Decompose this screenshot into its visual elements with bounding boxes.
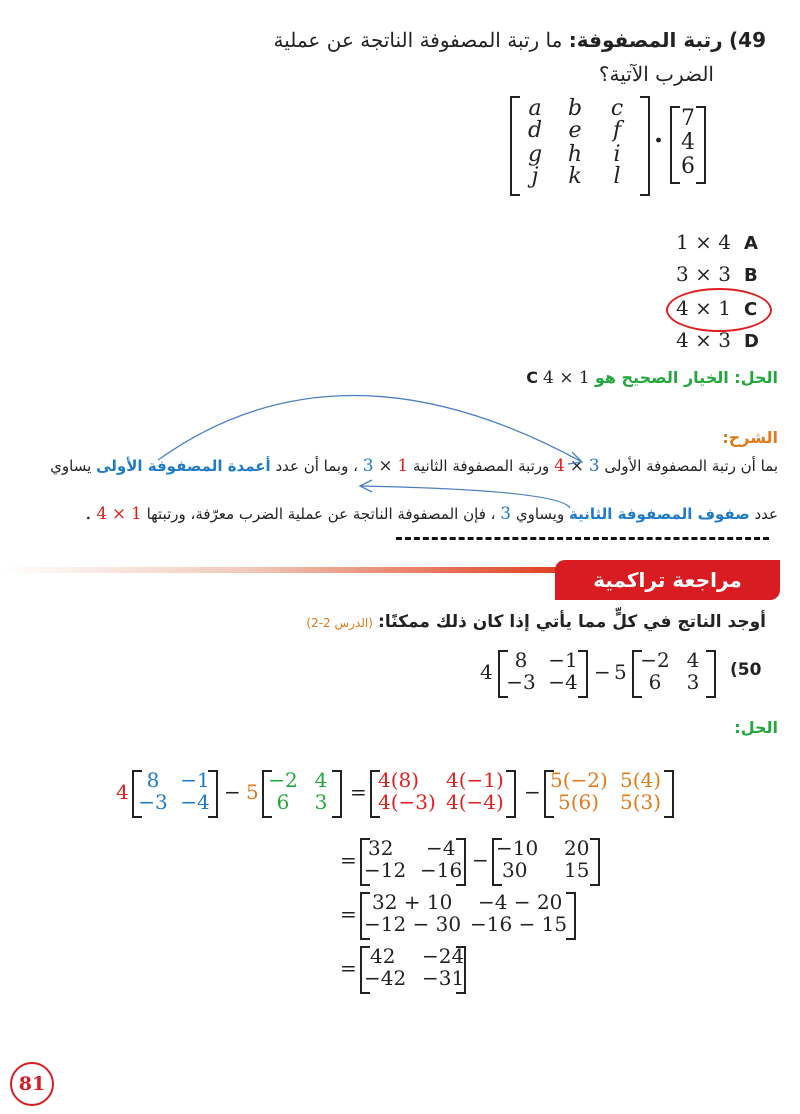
explanation-number: 4: [554, 456, 565, 476]
matrix-bracket-right: [578, 650, 588, 698]
cell-text: 4(−3): [378, 790, 436, 814]
option-value: 4 × 3: [676, 328, 731, 352]
matrix-cell: [378, 768, 419, 792]
page-number: 81: [10, 1062, 54, 1106]
explanation-number: 3: [588, 456, 600, 476]
lesson-reference: (الدرس 2-2): [306, 616, 373, 630]
matrix-cell: −3: [138, 790, 168, 814]
matrix-cell: −16 − 15: [470, 912, 568, 936]
matrix-cell: 7: [681, 106, 695, 131]
matrix-cell: 3: [686, 670, 700, 694]
solution-label: الحل: الخيار الصحيح هو: [594, 368, 778, 387]
matrix-cell: 8: [146, 768, 160, 792]
coefficient: 5: [246, 780, 259, 804]
option-value: 4 × 1: [676, 296, 731, 320]
matrix: [360, 838, 466, 886]
matrix-cell: 4: [686, 648, 700, 672]
matrix-cell: [378, 790, 436, 814]
question-number: (50: [730, 660, 762, 680]
matrix-cell: −42: [364, 966, 407, 990]
matrix-cell: 32: [368, 836, 394, 860]
matrix-bracket-right: [590, 838, 600, 886]
matrix-cell: −10: [496, 836, 539, 860]
matrix-cell: [446, 768, 504, 792]
option-letter: A: [744, 233, 758, 254]
matrix-bracket-right: [506, 770, 516, 818]
matrix-cell: 5(3): [620, 790, 662, 814]
matrix-cell: −2: [268, 768, 298, 792]
arrow-curve-bottom: [360, 486, 570, 508]
explanation-highlight: أعمدة المصفوفة الأولى: [96, 457, 271, 475]
explanation-number: 1: [130, 504, 142, 524]
explanation-highlight: صفوف المصفوفة الثانية: [569, 505, 750, 523]
matrix-cell: 15: [564, 858, 590, 882]
solution-50-label: الحل:: [734, 718, 778, 737]
matrix-cell: −3: [506, 670, 536, 694]
explanation-text: ، فإن المصفوفة الناتجة عن عملية الضرب معرّفة، ورتبتها: [146, 505, 496, 523]
dashed-separator: [396, 537, 769, 540]
matrix-cell: 6: [648, 670, 662, 694]
explanation-text: ورتبة المصفوفة الثانية: [412, 457, 550, 475]
matrix-cell: f: [612, 118, 622, 143]
matrix-cell: 6: [276, 790, 290, 814]
solution-letter: C: [526, 368, 538, 387]
explanation-text: ، وبما أن عدد: [275, 457, 358, 475]
option-value: 3 × 3: [676, 262, 731, 286]
matrix-bracket-right: [664, 770, 674, 818]
question-number: 49): [729, 28, 766, 52]
solution-step-4: [340, 944, 640, 996]
matrix-cell: −4 − 20: [478, 890, 563, 914]
matrix: [360, 892, 576, 940]
matrix: [132, 770, 218, 818]
option-letter: C: [744, 299, 758, 320]
matrix-cell: j: [531, 164, 539, 189]
matrix-cell: 6: [681, 154, 695, 179]
matrix-cell: −1: [180, 768, 210, 792]
matrix-cell: d: [527, 118, 543, 143]
cell-text: 4(−4): [446, 790, 504, 814]
explanation-text: عدد: [754, 505, 778, 523]
matrix-cell: [446, 790, 504, 814]
question-text-line1: ما رتبة المصفوفة الناتجة عن عملية: [273, 28, 563, 52]
matrix-cell: i: [613, 142, 621, 167]
matrix-cell: l: [613, 164, 621, 189]
matrix-cell: 8: [514, 648, 528, 672]
matrix-cell: e: [568, 118, 582, 143]
matrix: [370, 770, 516, 818]
review-instruction: [306, 612, 766, 632]
matrix: [492, 838, 600, 886]
arrow-curve-top: [158, 395, 582, 462]
explanation-number: 1: [397, 456, 409, 476]
matrix-cell: −12: [364, 858, 407, 882]
matrix: [360, 946, 466, 994]
explanation-arrows: [0, 0, 800, 540]
question-title: رتبة المصفوفة:: [568, 28, 723, 52]
matrix-cell: 5(4): [620, 768, 662, 792]
matrix-cell: a: [528, 96, 542, 121]
explanation-number: 3: [500, 504, 512, 524]
matrix-cell: k: [568, 164, 582, 189]
explanation-text: ويساوي: [515, 505, 565, 523]
coefficient: 4: [480, 660, 493, 684]
matrix: [262, 770, 342, 818]
minus-sign: −: [594, 660, 611, 684]
matrix-cell: −16: [420, 858, 463, 882]
matrix-cell: 4: [314, 768, 328, 792]
equals-sign: =: [350, 780, 367, 804]
matrix-cell: 3: [314, 790, 328, 814]
minus-sign: −: [472, 848, 489, 872]
equals-sign: =: [340, 848, 357, 872]
question-text-line2: الضرب الآتية؟: [598, 62, 714, 86]
matrix-cell: −4: [426, 836, 456, 860]
times-symbol: ×: [569, 456, 584, 476]
explanation-text: يساوي: [50, 457, 92, 475]
explanation-label: الشرح:: [722, 428, 778, 447]
section-divider-bar: [0, 567, 560, 573]
cell-text: 4(−1): [446, 768, 504, 792]
solution-step-2: [340, 836, 640, 888]
matrix-cell: 30: [502, 858, 528, 882]
matrix-bracket-right: [566, 892, 576, 940]
explanation-number: 3: [362, 456, 374, 476]
coefficient: 5: [614, 660, 627, 684]
matrix-cell: g: [527, 142, 543, 167]
matrix-cell: 42: [370, 944, 396, 968]
matrix-cell: 20: [564, 836, 590, 860]
explanation-text: بما أن رتبة المصفوفة الأولى: [604, 457, 778, 475]
times-symbol: ×: [111, 504, 127, 524]
matrix: [632, 650, 716, 698]
matrix: [498, 650, 588, 698]
coefficient: 4: [116, 780, 129, 804]
matrix-cell: −31: [422, 966, 465, 990]
solution-value: 4 × 1: [543, 368, 590, 388]
matrix-cell: 5(6): [558, 790, 600, 814]
matrix-cell: −24: [422, 944, 465, 968]
matrix-cell: b: [567, 96, 583, 121]
multiplication-dot: ·: [654, 126, 664, 156]
question-50: [480, 648, 780, 698]
matrix-cell: −2: [640, 648, 670, 672]
times-symbol: ×: [378, 456, 393, 476]
minus-sign: −: [524, 780, 541, 804]
matrix-cell: 32 + 10: [372, 890, 453, 914]
minus-sign: −: [224, 780, 241, 804]
cell-text: 4(8): [378, 768, 420, 792]
solution-step-1: [116, 768, 676, 820]
equals-sign: =: [340, 902, 357, 926]
matrix-cell: 4: [681, 130, 695, 155]
matrix-cell: −4: [548, 670, 578, 694]
instruction-text: أوجد الناتج في كلٍّ مما يأتي إذا كان ذلك ممكنًا:: [378, 612, 766, 632]
solution-step-3: [340, 890, 640, 942]
equals-sign: =: [340, 956, 357, 980]
option-letter: D: [744, 331, 759, 352]
matrix-cell: −1: [548, 648, 578, 672]
matrix-cell: −12 − 30: [364, 912, 462, 936]
explanation-period: .: [85, 500, 92, 524]
matrix-cell: h: [567, 142, 583, 167]
cumulative-review-banner: مراجعة تراكمية: [555, 560, 780, 600]
matrix: [544, 770, 674, 818]
matrix-cell: −4: [180, 790, 210, 814]
explanation-number: 4: [96, 504, 108, 524]
option-value: 1 × 4: [676, 230, 731, 254]
matrix-cell: c: [610, 96, 624, 121]
option-letter: B: [744, 265, 758, 286]
matrix-cell: 5(−2): [550, 768, 608, 792]
